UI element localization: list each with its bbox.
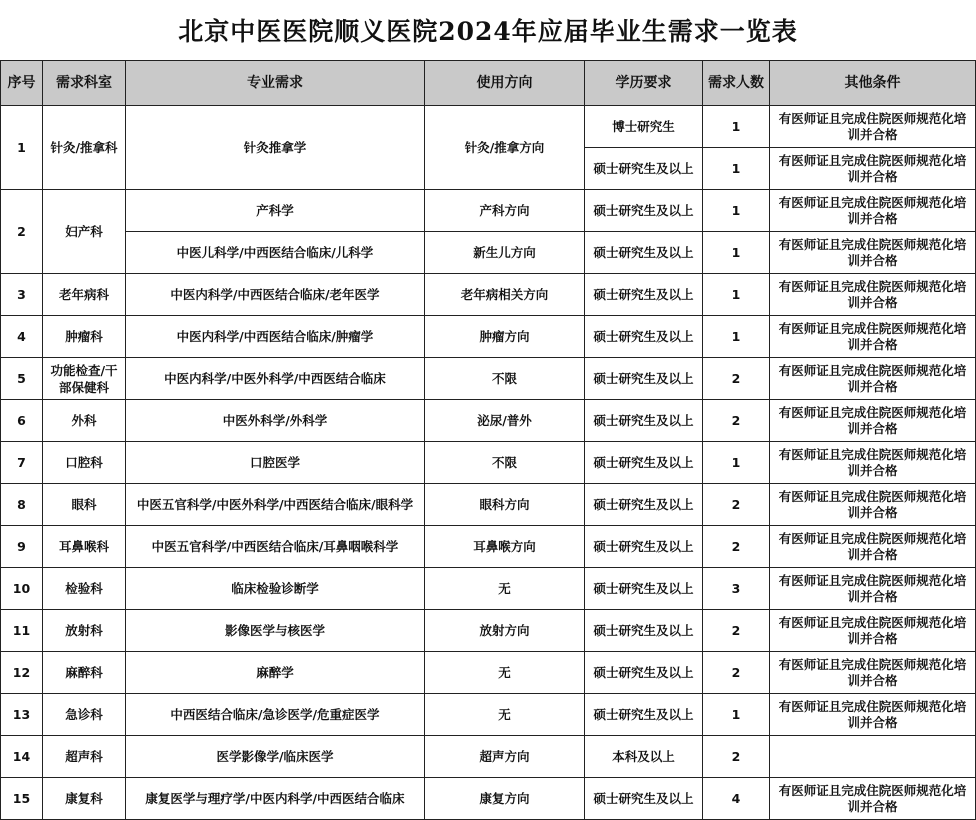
cell-education: 硕士研究生及以上 [585,148,703,190]
cell-dept: 功能检查/干部保健科 [43,358,126,400]
cell-count: 2 [703,400,770,442]
cell-count: 1 [703,316,770,358]
header-direction: 使用方向 [425,61,585,106]
cell-education: 硕士研究生及以上 [585,568,703,610]
cell-no: 1 [1,106,43,190]
cell-conditions: 有医师证且完成住院医师规范化培训并合格 [770,400,976,442]
table-row [1,190,976,232]
cell-count: 1 [703,694,770,736]
cell-count: 1 [703,106,770,148]
cell-dept: 检验科 [43,568,126,610]
cell-major: 针灸推拿学 [126,106,425,190]
cell-conditions: 有医师证且完成住院医师规范化培训并合格 [770,274,976,316]
cell-conditions: 有医师证且完成住院医师规范化培训并合格 [770,442,976,484]
table-row [1,442,976,484]
cell-conditions: 有医师证且完成住院医师规范化培训并合格 [770,316,976,358]
cell-conditions: 有医师证且完成住院医师规范化培训并合格 [770,778,976,820]
requirements-table [0,60,976,820]
header-dept: 需求科室 [43,61,126,106]
cell-education: 硕士研究生及以上 [585,610,703,652]
cell-education: 硕士研究生及以上 [585,232,703,274]
cell-count: 4 [703,778,770,820]
cell-dept: 眼科 [43,484,126,526]
cell-count: 3 [703,568,770,610]
cell-education: 硕士研究生及以上 [585,190,703,232]
cell-no: 11 [1,610,43,652]
cell-conditions: 有医师证且完成住院医师规范化培训并合格 [770,148,976,190]
cell-direction: 耳鼻喉方向 [425,526,585,568]
cell-major: 中医内科学/中医外科学/中西医结合临床 [126,358,425,400]
cell-major: 医学影像学/临床医学 [126,736,425,778]
cell-direction: 肿瘤方向 [425,316,585,358]
cell-direction: 针灸/推拿方向 [425,106,585,190]
cell-dept: 老年病科 [43,274,126,316]
cell-major: 中西医结合临床/急诊医学/危重症医学 [126,694,425,736]
cell-education: 硕士研究生及以上 [585,484,703,526]
cell-count: 1 [703,148,770,190]
cell-no: 10 [1,568,43,610]
cell-count: 1 [703,232,770,274]
cell-education: 硕士研究生及以上 [585,652,703,694]
table-row [1,610,976,652]
table-header-row [1,61,976,106]
cell-dept: 耳鼻喉科 [43,526,126,568]
cell-count: 2 [703,736,770,778]
table-row [1,526,976,568]
cell-major: 中医内科学/中西医结合临床/老年医学 [126,274,425,316]
cell-no: 5 [1,358,43,400]
cell-conditions: 有医师证且完成住院医师规范化培训并合格 [770,190,976,232]
cell-education: 硕士研究生及以上 [585,316,703,358]
cell-major: 麻醉学 [126,652,425,694]
cell-major: 中医内科学/中西医结合临床/肿瘤学 [126,316,425,358]
cell-direction: 不限 [425,442,585,484]
cell-direction: 不限 [425,358,585,400]
cell-conditions: 有医师证且完成住院医师规范化培训并合格 [770,232,976,274]
cell-no: 14 [1,736,43,778]
cell-education: 本科及以上 [585,736,703,778]
cell-no: 3 [1,274,43,316]
cell-education: 硕士研究生及以上 [585,274,703,316]
cell-no: 4 [1,316,43,358]
cell-count: 2 [703,652,770,694]
cell-conditions: 有医师证且完成住院医师规范化培训并合格 [770,652,976,694]
cell-direction: 产科方向 [425,190,585,232]
cell-direction: 放射方向 [425,610,585,652]
cell-direction: 新生儿方向 [425,232,585,274]
cell-education: 硕士研究生及以上 [585,778,703,820]
cell-dept: 康复科 [43,778,126,820]
cell-major: 中医五官科学/中医外科学/中西医结合临床/眼科学 [126,484,425,526]
cell-dept: 口腔科 [43,442,126,484]
cell-education: 硕士研究生及以上 [585,526,703,568]
cell-dept: 麻醉科 [43,652,126,694]
cell-count: 2 [703,610,770,652]
header-count: 需求人数 [703,61,770,106]
cell-conditions: 有医师证且完成住院医师规范化培训并合格 [770,358,976,400]
cell-conditions: 有医师证且完成住院医师规范化培训并合格 [770,526,976,568]
cell-major: 产科学 [126,190,425,232]
table-row [1,316,976,358]
cell-no: 9 [1,526,43,568]
cell-education: 硕士研究生及以上 [585,400,703,442]
cell-conditions: 有医师证且完成住院医师规范化培训并合格 [770,106,976,148]
cell-dept: 放射科 [43,610,126,652]
cell-dept: 妇产科 [43,190,126,274]
cell-education: 博士研究生 [585,106,703,148]
cell-dept: 肿瘤科 [43,316,126,358]
cell-conditions: 有医师证且完成住院医师规范化培训并合格 [770,484,976,526]
table-row [1,652,976,694]
cell-education: 硕士研究生及以上 [585,358,703,400]
table-row [1,358,976,400]
table-row [1,736,976,778]
header-no: 序号 [1,61,43,106]
cell-education: 硕士研究生及以上 [585,442,703,484]
table-row [1,232,976,274]
cell-direction: 无 [425,652,585,694]
cell-major: 中医儿科学/中西医结合临床/儿科学 [126,232,425,274]
cell-direction: 无 [425,694,585,736]
cell-direction: 无 [425,568,585,610]
cell-count: 1 [703,274,770,316]
table-row [1,484,976,526]
cell-major: 中医外科学/外科学 [126,400,425,442]
cell-count: 1 [703,190,770,232]
cell-direction: 眼科方向 [425,484,585,526]
cell-direction: 老年病相关方向 [425,274,585,316]
header-major: 专业需求 [126,61,425,106]
cell-count: 1 [703,442,770,484]
cell-dept: 外科 [43,400,126,442]
cell-major: 中医五官科学/中西医结合临床/耳鼻咽喉科学 [126,526,425,568]
page-title: 北京中医医院顺义医院2024年应届毕业生需求一览表 [178,17,798,46]
table-row [1,568,976,610]
table-row [1,400,976,442]
cell-direction: 康复方向 [425,778,585,820]
cell-dept: 超声科 [43,736,126,778]
table-row [1,106,976,148]
cell-no: 8 [1,484,43,526]
cell-no: 7 [1,442,43,484]
cell-conditions: 有医师证且完成住院医师规范化培训并合格 [770,694,976,736]
cell-count: 2 [703,358,770,400]
cell-direction: 超声方向 [425,736,585,778]
cell-count: 2 [703,484,770,526]
header-conditions: 其他条件 [770,61,976,106]
cell-no: 13 [1,694,43,736]
cell-no: 6 [1,400,43,442]
header-education: 学历要求 [585,61,703,106]
cell-count: 2 [703,526,770,568]
cell-major: 口腔医学 [126,442,425,484]
cell-major: 临床检验诊断学 [126,568,425,610]
cell-conditions: 有医师证且完成住院医师规范化培训并合格 [770,568,976,610]
cell-no: 2 [1,190,43,274]
cell-no: 15 [1,778,43,820]
cell-dept: 急诊科 [43,694,126,736]
cell-major: 影像医学与核医学 [126,610,425,652]
cell-conditions: 有医师证且完成住院医师规范化培训并合格 [770,610,976,652]
table-row [1,778,976,820]
cell-education: 硕士研究生及以上 [585,694,703,736]
cell-conditions [770,736,976,778]
cell-major: 康复医学与理疗学/中医内科学/中西医结合临床 [126,778,425,820]
table-row [1,274,976,316]
cell-direction: 泌尿/普外 [425,400,585,442]
cell-dept: 针灸/推拿科 [43,106,126,190]
cell-no: 12 [1,652,43,694]
table-row [1,694,976,736]
